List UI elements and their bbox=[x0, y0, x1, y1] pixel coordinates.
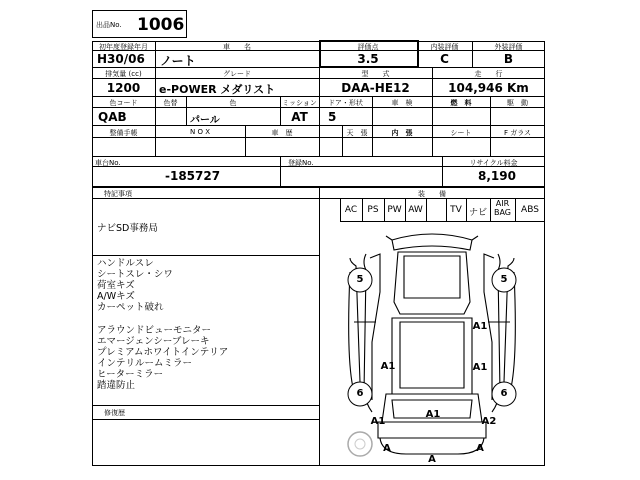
remarks-label: 特記事項 bbox=[104, 190, 132, 198]
lot-number-box bbox=[92, 10, 187, 38]
doors-label: ドア・形状 bbox=[328, 99, 363, 107]
equip-airbag: AIR BAG bbox=[493, 199, 512, 217]
exterior-grade-value: B bbox=[503, 52, 514, 66]
remark-item: プレミアムホワイトインテリア bbox=[97, 347, 229, 358]
right-rear-tire-mark: 6 bbox=[500, 388, 508, 399]
seat-label: シート bbox=[450, 129, 472, 137]
roof-lining-label: 天 張 bbox=[346, 129, 368, 137]
remark-item: シートスレ・シワ bbox=[97, 269, 173, 280]
car-name-label: 車 名 bbox=[223, 43, 251, 51]
drive-label: 駆 動 bbox=[507, 99, 528, 107]
interior-lining-label: 内 張 bbox=[391, 129, 413, 137]
rear-panel-mark: A1 bbox=[425, 409, 441, 420]
chassis-value: -185727 bbox=[165, 169, 221, 183]
service-book-label: 整備手帳 bbox=[109, 129, 138, 137]
equipment-label: 装 備 bbox=[418, 190, 446, 198]
color-code-value: QAB bbox=[98, 110, 127, 124]
remarks-group-3 bbox=[97, 325, 228, 391]
remark-item: 踏違防止 bbox=[97, 380, 136, 391]
bumper-bottom-mark: A bbox=[428, 454, 436, 465]
color-code-label: 色コード bbox=[109, 99, 138, 107]
left-rear-tire-mark: 6 bbox=[356, 388, 364, 399]
right-quarter-mark: A1 bbox=[472, 362, 488, 373]
remark-item: アラウンドビューモニター bbox=[97, 325, 212, 336]
color-value: パール bbox=[190, 115, 220, 126]
displacement-value: 1200 bbox=[106, 81, 141, 95]
equip-aw: AW bbox=[408, 205, 423, 215]
rear-left-corner-mark: A1 bbox=[370, 416, 386, 427]
exterior-grade-label: 外装評価 bbox=[494, 43, 523, 51]
remark-item: ヒーターミラー bbox=[97, 369, 164, 380]
equip-pw: PW bbox=[387, 205, 402, 215]
equip-ac: AC bbox=[344, 205, 358, 215]
equip-tv: TV bbox=[450, 205, 462, 215]
reg-date-label: 初年度登録年月 bbox=[99, 43, 148, 51]
score-label: 評価点 bbox=[357, 43, 379, 51]
grade-label: グレード bbox=[223, 70, 251, 78]
remarks-line-1: ナビSD事務局 bbox=[97, 223, 158, 234]
displacement-label: 排気量 (cc) bbox=[105, 70, 142, 78]
front-glass-label: F ガラス bbox=[503, 129, 532, 137]
mileage-label: 走 行 bbox=[474, 70, 503, 78]
transmission-value: AT bbox=[291, 110, 308, 124]
remark-item: ハンドルスレ bbox=[97, 258, 154, 269]
equip-navi: ナビ bbox=[468, 208, 487, 218]
registration-label: 登録No. bbox=[288, 159, 314, 167]
doors-value: 5 bbox=[328, 110, 337, 124]
grade-value: e-POWER メダリスト bbox=[159, 83, 276, 96]
history-label: 車 歴 bbox=[271, 129, 293, 137]
fuel-label: 燃 料 bbox=[450, 99, 472, 107]
recycle-fee-label: リサイクル料金 bbox=[469, 159, 518, 167]
remark-item: カーペット破れ bbox=[97, 302, 164, 313]
lot-number-value: 1006 bbox=[137, 15, 185, 35]
inspection-label: 車 検 bbox=[391, 99, 413, 107]
model-code-label: 型 式 bbox=[361, 70, 390, 78]
interior-grade-value: C bbox=[440, 52, 449, 66]
equip-ps: PS bbox=[367, 205, 379, 215]
equip-abs: ABS bbox=[521, 205, 539, 215]
nox-label: N O X bbox=[190, 128, 210, 136]
model-code-value: DAA-HE12 bbox=[341, 81, 410, 95]
right-rear-door-mark: A1 bbox=[472, 321, 488, 332]
reg-date-value: H30/06 bbox=[97, 52, 145, 66]
remarks-group-2 bbox=[97, 258, 173, 313]
remark-item: A/Wキズ bbox=[97, 291, 135, 302]
lot-number-label: 出品No. bbox=[96, 21, 122, 29]
chassis-label: 車台No. bbox=[95, 159, 121, 167]
color-change-label: 色替 bbox=[163, 99, 178, 107]
bumper-left-mark: A bbox=[383, 443, 391, 454]
bumper-right-mark: A bbox=[476, 443, 484, 454]
repair-history-label: 修復歴 bbox=[104, 409, 125, 417]
remark-item: 荷室キズ bbox=[97, 280, 135, 291]
remark-item: エマージェンシーブレーキ bbox=[97, 336, 210, 347]
recycle-fee-value: 8,190 bbox=[478, 169, 516, 183]
car-damage-diagram bbox=[320, 222, 544, 466]
mileage-value: 104,946 Km bbox=[448, 81, 529, 95]
remark-item: インテリルームミラー bbox=[97, 358, 193, 369]
right-front-tire-mark: 5 bbox=[500, 274, 508, 285]
color-label: 色 bbox=[229, 99, 237, 107]
rear-right-corner-mark: A2 bbox=[481, 416, 497, 427]
transmission-label: ミッション bbox=[282, 99, 317, 107]
left-front-tire-mark: 5 bbox=[356, 274, 364, 285]
roof-mark: A1 bbox=[380, 361, 396, 372]
score-value: 3.5 bbox=[357, 52, 379, 66]
car-name-value: ノート bbox=[160, 54, 196, 68]
interior-grade-label: 内装評価 bbox=[430, 43, 459, 51]
